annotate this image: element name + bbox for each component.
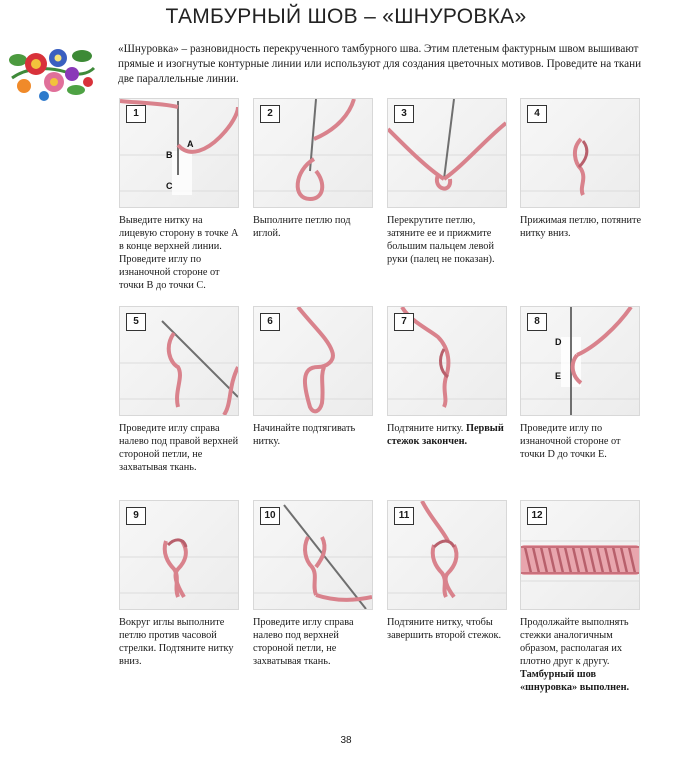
step-1-photo (119, 98, 239, 208)
step-1 (119, 98, 241, 292)
step-2-photo (253, 98, 373, 208)
step-4-photo (520, 98, 640, 208)
point-label-b: B (166, 150, 173, 160)
floral-ornament (6, 38, 96, 104)
step-caption: Прижимая петлю, потяните нитку вниз. (520, 215, 642, 239)
page-title: ТАМБУРНЫЙ ШОВ – «ШНУРОВКА» (165, 5, 527, 28)
step-number: 6 (260, 313, 280, 331)
step-number: 7 (394, 313, 414, 331)
step-number: 4 (527, 105, 547, 123)
intro-paragraph: «Шнуровка» – разновидность перекрученного тамбурного шва. Этим плетеным фактурным швом вышивают прямые и изогнутые контурные линии или используют для создания цветочных мотивов. Проведите на ткани две параллельные линии. (118, 43, 642, 85)
step-caption: Подтяните нитку, чтобы завершить второй стежок. (387, 617, 502, 641)
step-caption: Выведите нитку на лицевую сторону в точке A в конце верхней линии. Проведите иглу по изнаночной стороне от точки B до точки C. (119, 215, 238, 291)
step-number: 11 (394, 507, 414, 525)
point-label-c: C (166, 181, 173, 191)
step-3-photo (387, 98, 507, 208)
caption-emphasis: Первый стежок закончен. (387, 423, 504, 447)
point-label-d: D (555, 337, 562, 347)
step-number: 1 (126, 105, 146, 123)
step-caption: Проведите иглу справа налево под верхней стороной петли, не захватывая ткань. (253, 617, 354, 667)
step-caption: Проведите иглу по изнаночной стороне от точки D до точки E. (520, 423, 621, 460)
step-number: 8 (527, 313, 547, 331)
step-number: 3 (394, 105, 414, 123)
step-number: 5 (126, 313, 146, 331)
step-12-photo (520, 500, 640, 610)
point-label-e: E (555, 371, 562, 381)
step-number: 9 (126, 507, 146, 525)
caption-text: Продолжайте выполнять стежки аналогичным образом, располагая их плотно друг к другу. (520, 617, 629, 667)
caption-emphasis: Тамбурный шов «шнуровка» выполнен. (520, 669, 630, 693)
step-caption: Вокруг иглы выполните петлю против часовой стрелки. Подтяните нитку вниз. (119, 617, 234, 667)
step-2 (253, 98, 375, 240)
step-5 (119, 306, 241, 474)
page-number: 38 (340, 735, 352, 746)
step-10-photo (253, 500, 373, 610)
step-caption: Выполните петлю под иглой. (253, 215, 351, 239)
caption-text: Подтяните нитку. (387, 423, 466, 434)
step-caption (387, 422, 509, 448)
step-caption (520, 616, 642, 694)
step-8-photo (520, 306, 640, 416)
step-number: 10 (260, 507, 280, 525)
step-7 (387, 306, 509, 448)
step-6-photo (253, 306, 373, 416)
step-7-photo (387, 306, 507, 416)
point-label-a: A (187, 139, 194, 149)
step-3 (387, 98, 509, 266)
step-12 (520, 500, 642, 694)
step-number: 12 (527, 507, 547, 525)
step-caption: Перекрутите петлю, затяните ее и прижмите большим пальцем левой руки (палец не показан). (387, 215, 495, 265)
step-number: 2 (260, 105, 280, 123)
step-11-photo (387, 500, 507, 610)
step-4 (520, 98, 642, 240)
step-5-photo (119, 306, 239, 416)
step-9-photo (119, 500, 239, 610)
step-9 (119, 500, 241, 668)
step-caption: Начинайте подтягивать нитку. (253, 423, 356, 447)
step-11 (387, 500, 509, 642)
step-6 (253, 306, 375, 448)
step-10 (253, 500, 375, 668)
step-caption: Проведите иглу справа налево под правой верхней стороной петли, не захватывая ткань. (119, 423, 239, 473)
step-8 (520, 306, 642, 461)
